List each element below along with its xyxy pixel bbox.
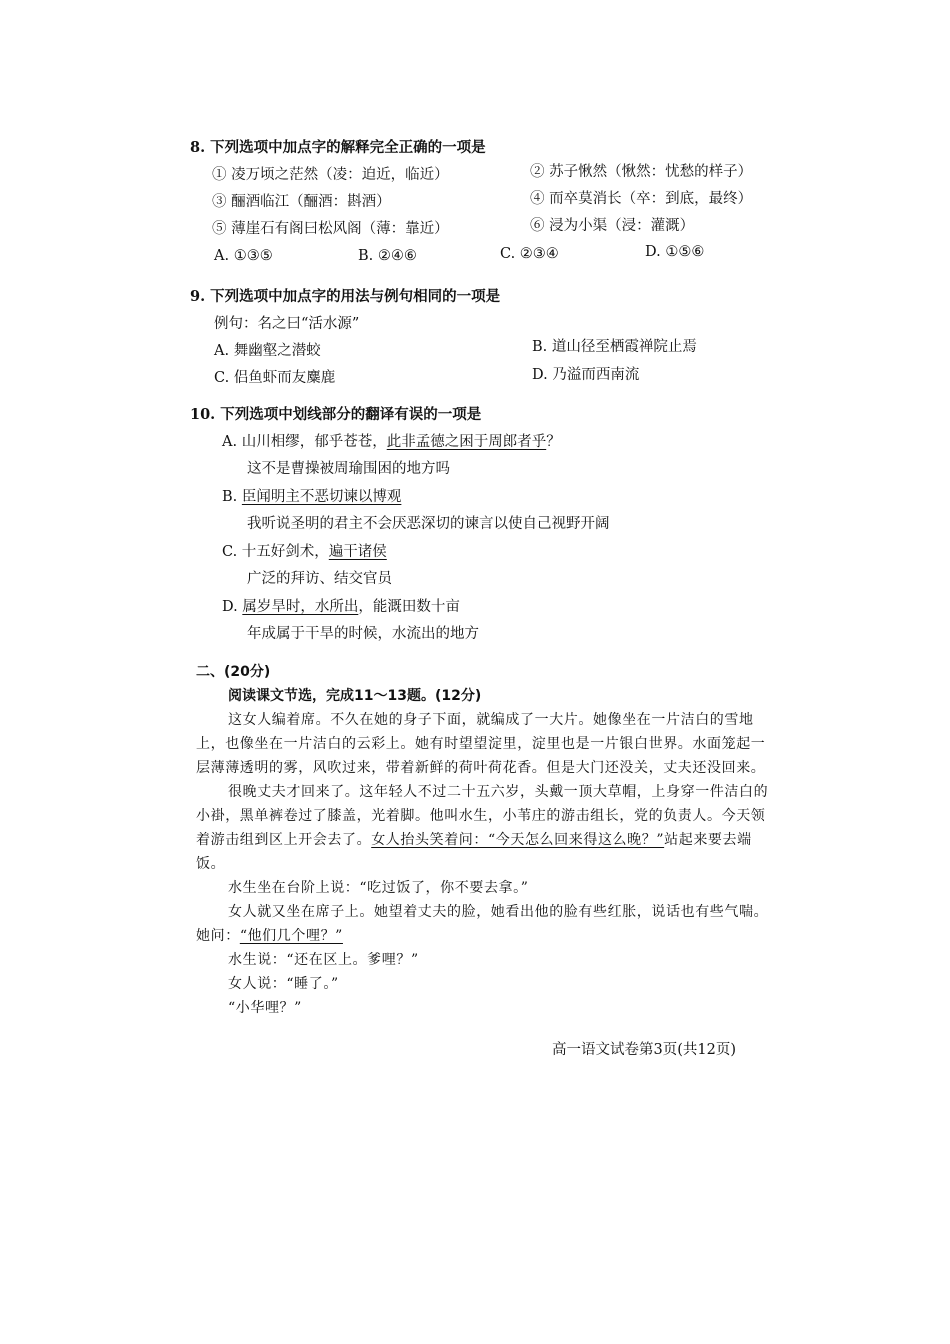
q10-option-c	[222, 542, 387, 562]
q10-b-prefix: B.	[222, 489, 242, 505]
passage-line-4: 很晚丈夫才回来了。这年轻人不过二十五六岁，头戴一顶大草帽，上身穿一件洁白的	[228, 784, 769, 800]
q10-option-a	[222, 432, 561, 452]
q8-stem: 8. 下列选项中加点字的解释完全正确的一项是	[190, 139, 486, 156]
passage-underlined-question: 女人抬头笑着问：“今天怎么回来得这么晚？”	[371, 832, 665, 848]
passage-line-3: 层薄薄透明的雾，风吹过来，带着新鲜的荷叶荷花香。但是大门还没关，丈夫还没回来。	[196, 760, 766, 776]
q9-option-d: D. 乃溢而西南流	[532, 367, 640, 383]
q8-item-1: ① 凌万顷之茫然（凌：迫近，临近）	[212, 167, 449, 183]
passage-line-2: 上，也像坐在一片洁白的云彩上。她有时望望淀里，淀里也是一片银白世界。水面笼起一	[196, 736, 766, 752]
q9-option-c: C. 侣鱼虾而友麋鹿	[214, 370, 336, 386]
q10-option-b	[222, 487, 401, 507]
q8-option-c: C. ②③④	[500, 246, 559, 262]
q10-d-translation: 年成属于干旱的时候，水流出的地方	[247, 626, 479, 642]
q9-option-a: A. 舞幽壑之潜蛟	[214, 343, 321, 359]
q10-a-underlined: 此非孟德之困于周郎者乎	[386, 434, 547, 450]
q10-a-tail: ？	[546, 434, 561, 450]
page-footer: 高一语文试卷第3页(共12页)	[552, 1042, 736, 1058]
passage-line-8: 水生坐在台阶上说：“吃过饭了，你不要去拿。”	[228, 880, 529, 896]
passage-line-9: 女人就又坐在席子上。她望着丈夫的脸，她看出他的脸有些红胀，说话也有些气喘。	[228, 904, 769, 920]
section-instruction: 阅读课文节选，完成11～13题。(12分)	[228, 688, 482, 704]
q8-item-5: ⑤ 薄崖石有阁曰松风阁（薄：靠近）	[212, 221, 449, 237]
q10-a-text: A. 山川相缪，郁乎苍苍，	[222, 434, 387, 450]
q8-item-3: ③ 酾酒临江（酾酒：斟酒）	[212, 194, 391, 210]
passage-text: 她问：	[196, 928, 240, 944]
q10-option-d	[222, 597, 460, 617]
q10-d-underlined: 属岁旱时，水所出	[242, 599, 359, 615]
q9-option-b: B. 道山径至栖霞禅院止焉	[532, 339, 697, 355]
q10-a-translation: 这不是曹操被周瑜围困的地方吗	[247, 461, 450, 477]
q10-d-prefix: D.	[222, 599, 243, 615]
q10-b-translation: 我听说圣明的君主不会厌恶深切的谏言以使自己视野开阔	[247, 516, 610, 532]
q10-c-translation: 广泛的拜访、结交官员	[247, 571, 392, 587]
passage-line-5: 小褂，黑单裤卷过了膝盖，光着脚。他叫水生，小苇庄的游击组长，党的负责人。今天领	[196, 808, 766, 824]
q8-item-4: ④ 而卒莫消长（卒：到底，最终）	[530, 191, 753, 207]
q10-stem: 10. 下列选项中划线部分的翻译有误的一项是	[190, 406, 482, 423]
q8-option-d: D. ①⑤⑥	[645, 244, 705, 260]
q10-c-underlined: 遍干诸侯	[328, 544, 387, 560]
passage-line-7: 饭。	[196, 856, 226, 872]
q10-b-underlined: 臣闻明主不恶切谏以博观	[241, 489, 402, 505]
passage-line-11: 水生说：“还在区上。爹哩？”	[228, 952, 419, 968]
passage-text-tail: 站起来要去端	[664, 832, 752, 848]
passage-line-10	[196, 926, 343, 946]
q10-c-text: C. 十五好剑术，	[222, 544, 329, 560]
q9-stem: 9. 下列选项中加点字的用法与例句相同的一项是	[190, 288, 501, 305]
q8-item-6: ⑥ 浸为小渠（浸：灌溉）	[530, 218, 695, 234]
passage-line-6	[196, 830, 752, 850]
passage-line-1: 这女人编着席。不久在她的身子下面，就编成了一大片。她像坐在一片洁白的雪地	[228, 712, 754, 728]
q8-item-2: ② 苏子愀然（愀然：忧愁的样子）	[530, 164, 753, 180]
q10-d-tail: ，能溉田数十亩	[358, 599, 460, 615]
q8-option-a: A. ①③⑤	[214, 248, 273, 264]
q8-option-b: B. ②④⑥	[358, 248, 417, 264]
passage-underlined-quote: “他们几个哩？”	[239, 928, 343, 944]
section-heading: 二、(20分)	[196, 664, 271, 680]
passage-line-12: 女人说：“睡了。”	[228, 976, 339, 992]
passage-line-13: “小华哩？”	[228, 1000, 302, 1016]
passage-text: 着游击组到区上开会去了。	[196, 832, 372, 848]
q9-example: 例句：名之曰“活水源”	[214, 316, 360, 332]
